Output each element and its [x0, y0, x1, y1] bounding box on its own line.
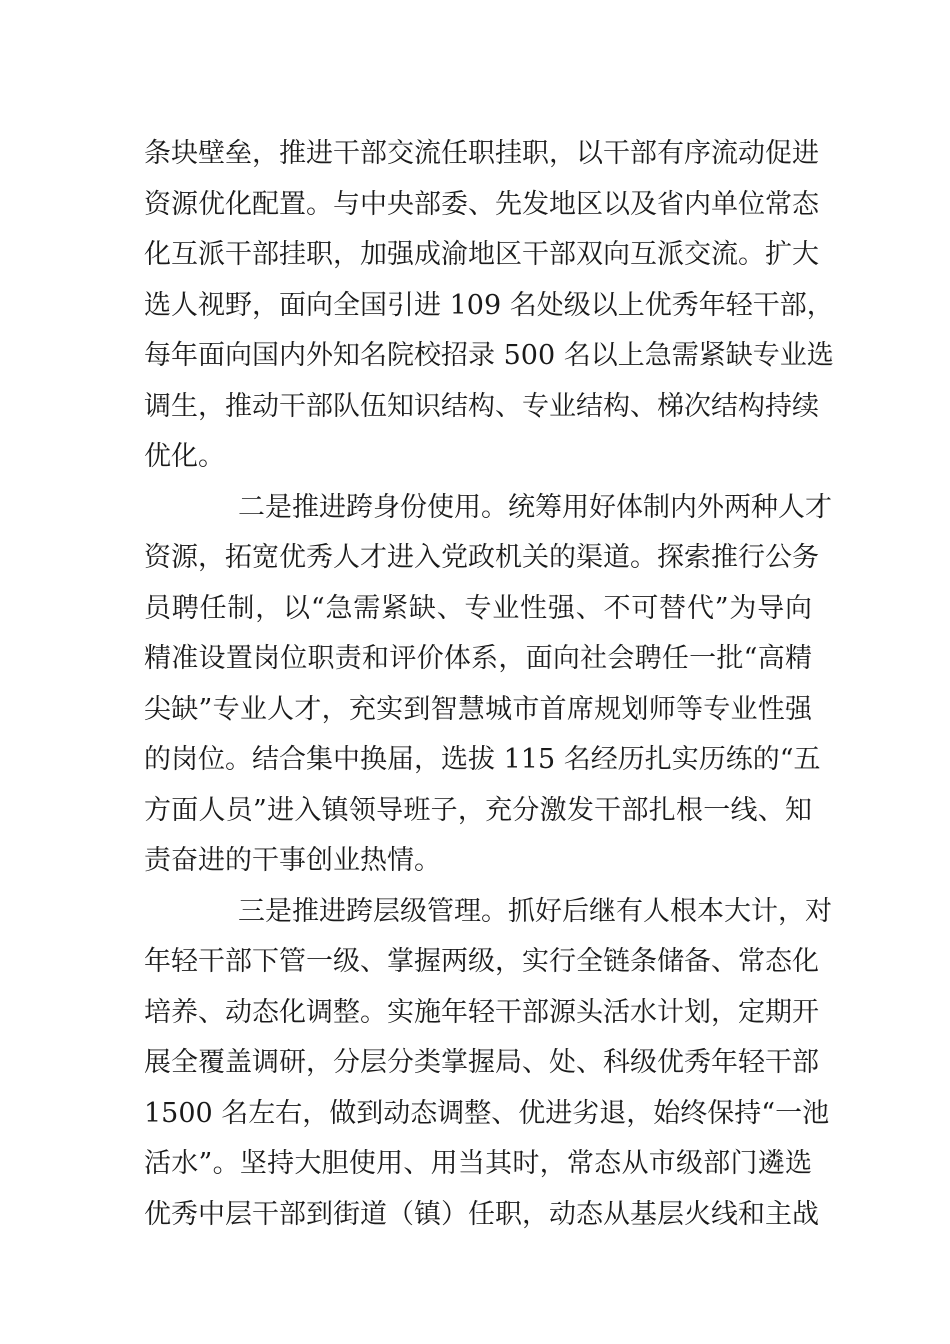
paragraph-end-line: 优化。 [144, 441, 225, 472]
text-line: 活水”。坚持大胆使用、用当其时，常态从市级部门遴选 [144, 1148, 812, 1179]
text-line: 资源优化配置。与中央部委、先发地区以及省内单位常态 [144, 188, 819, 220]
text-line: 尖缺”专业人才，充实到智慧城市首席规划师等专业性强 [144, 693, 812, 725]
text-line: 员聘任制，以“急需紧缺、专业性强、不可替代”为导向 [144, 592, 812, 624]
text-line: 资源，拓宽优秀人才进入党政机关的渠道。探索推行公务 [144, 542, 819, 573]
text-line: 1500 名左右，做到动态调整、优进劣退，始终保持“一池 [144, 1097, 830, 1129]
text-line: 年轻干部下管一级、掌握两级，实行全链条储备、常态化 [144, 946, 819, 977]
text-line: 培养、动态化调整。实施年轻干部源头活水计划，定期开 [144, 996, 819, 1028]
text-line: 优秀中层干部到街道（镇）任职，动态从基层火线和主战 [144, 1198, 819, 1230]
text-line: 调生，推动干部队伍知识结构、专业结构、梯次结构持续 [144, 390, 819, 422]
document-page [144, 129, 834, 1240]
paragraph-heading-line: 二是推进跨身份使用。统筹用好体制内外两种人才 [238, 491, 832, 523]
paragraph-end-line: 责奋进的干事创业热情。 [144, 845, 441, 876]
text-line: 展全覆盖调研，分层分类掌握局、处、科级优秀年轻干部 [144, 1047, 819, 1078]
text-line: 化互派干部挂职，加强成渝地区干部双向互派交流。扩大 [144, 239, 819, 270]
text-line: 的岗位。结合集中换届，选拔 115 名经历扎实历练的“五 [144, 744, 821, 775]
text-line: 方面人员”进入镇领导班子，充分激发干部扎根一线、知 [144, 794, 812, 826]
text-line: 选人视野，面向全国引进 109 名处级以上优秀年轻干部， [144, 289, 834, 321]
text-line: 每年面向国内外知名院校招录 500 名以上急需紧缺专业选 [144, 340, 834, 371]
paragraph-heading-line: 三是推进跨层级管理。抓好后继有人根本大计，对 [238, 895, 832, 927]
text-line: 精准设置岗位职责和评价体系，面向社会聘任一批“高精 [144, 643, 812, 674]
text-line: 条块壁垒，推进干部交流任职挂职，以干部有序流动促进 [144, 138, 819, 169]
